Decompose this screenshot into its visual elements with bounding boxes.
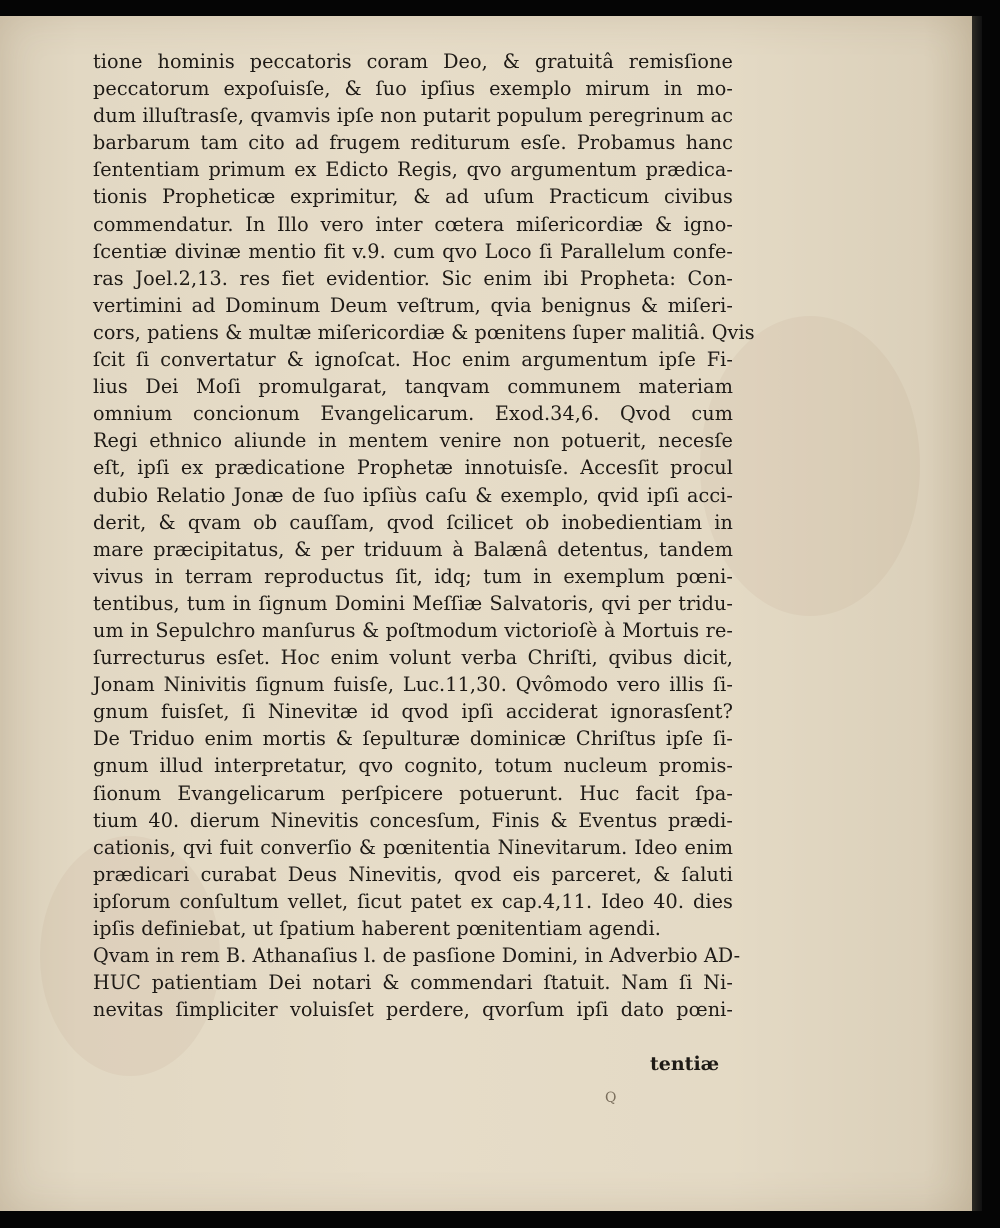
text-line: ſionum Evangelicarum perſpicere potuerunt. Huc facit ſpa- bbox=[93, 781, 733, 805]
text-line: mare præcipitatus, & per triduum à Balænâ detentus, tandem bbox=[93, 537, 733, 561]
body-text bbox=[93, 48, 755, 1023]
text-line: peccatorum expoſuisſe, & ſuo ipſius exemplo mirum in mo- bbox=[93, 77, 733, 101]
text-line: lius Dei Moſi promulgarat, tanqvam communem materiam bbox=[93, 375, 733, 399]
text-line: tentibus, tum in ſignum Domini Meſſiæ Salvatoris, qvi per tridu- bbox=[93, 591, 733, 615]
text-line: derit, & qvam ob cauſſam, qvod ſcilicet ob inobedientiam in bbox=[93, 510, 733, 534]
text-line: eſt, ipſi ex prædicatione Prophetæ innotuisſe. Accesſit procul bbox=[93, 456, 733, 480]
text-line: gnum fuisſet, ſi Ninevitæ id qvod ipſi acciderat ignorasſent? bbox=[93, 700, 733, 724]
text-line: tione hominis peccatoris coram Deo, & gratuitâ remisſione bbox=[93, 50, 733, 73]
text-line: vertimini ad Dominum Deum veſtrum, qvia benignus & miſeri- bbox=[93, 293, 733, 317]
text-line: Qvam in rem B. Athanaſius l. de pasſione Domini, in Adverbio AD- bbox=[93, 944, 741, 968]
text-line: Jonam Ninivitis ſignum fuisſe, Luc.11,30. Qvômodo vero illis ſi- bbox=[93, 673, 733, 697]
text-line: ſurrecturus esſet. Hoc enim volunt verba Chriſti, qvibus dicit, bbox=[93, 646, 733, 670]
text-line: commendatur. In Illo vero inter cœtera miſericordiæ & igno- bbox=[93, 212, 733, 236]
text-line: um in Sepulchro manſurus & poſtmodum victorioſè à Mortuis re- bbox=[93, 618, 733, 642]
text-line: omnium concionum Evangelicarum. Exod.34,6. Qvod cum bbox=[93, 402, 733, 426]
text-line: cationis, qvi fuit converſio & pœnitentia Ninevitarum. Ideo enim bbox=[93, 835, 733, 859]
paper-stain bbox=[700, 316, 920, 616]
signature-mark: Q bbox=[605, 1090, 617, 1106]
catchword: tentiæ bbox=[650, 1053, 720, 1075]
text-line: nevitas ſimpliciter voluisſet perdere, qvorſum ipſi dato pœni- bbox=[93, 998, 733, 1022]
text-line: dum illuſtrasſe, qvamvis ipſe non putarit populum peregrinum ac bbox=[93, 104, 734, 128]
text-line: tionis Propheticæ exprimitur, & ad uſum Practicum civibus bbox=[93, 185, 733, 209]
text-line: ſcit ſi convertatur & ignoſcat. Hoc enim argumentum ipſe Fi- bbox=[93, 348, 733, 372]
text-line: tium 40. dierum Ninevitis concesſum, Finis & Eventus prædi- bbox=[93, 808, 733, 832]
text-line: ſententiam primum ex Edicto Regis, qvo argumentum prædica- bbox=[93, 158, 733, 182]
text-line: ſcentiæ divinæ mentio fit v.9. cum qvo Loco ſi Parallelum confe- bbox=[93, 239, 733, 263]
text-line: barbarum tam cito ad frugem rediturum esſe. Probamus hanc bbox=[93, 131, 733, 155]
text-line: Regi ethnico aliunde in mentem venire non potuerit, necesſe bbox=[93, 429, 733, 453]
text-line: De Triduo enim mortis & ſepulturæ dominicæ Chriſtus ipſe ſi- bbox=[93, 727, 733, 751]
page-edge bbox=[972, 16, 982, 1211]
text-line: dubio Relatio Jonæ de ſuo ipſiùs caſu & exemplo, qvid ipſi acci- bbox=[93, 483, 733, 507]
text-line: vivus in terram reproductus ſit, idq; tum in exemplum pœni- bbox=[93, 564, 733, 588]
text-line: ras Joel.2,13. res fiet evidentior. Sic enim ibi Propheta: Con- bbox=[93, 266, 733, 290]
text-line: ipſorum conſultum vellet, ſicut patet ex cap.4,11. Ideo 40. dies bbox=[93, 889, 733, 913]
text-line: ipſis definiebat, ut ſpatium haberent pœnitentiam agendi. bbox=[93, 917, 661, 940]
text-line: cors, patiens & multæ miſericordiæ & pœnitens ſuper malitiâ. Qvis bbox=[93, 320, 755, 344]
text-line: HUC patientiam Dei notari & commendari ſtatuit. Nam ſi Ni- bbox=[93, 971, 733, 995]
text-line: gnum illud interpretatur, qvo cognito, totum nucleum promis- bbox=[93, 754, 733, 778]
text-line: prædicari curabat Deus Ninevitis, qvod eis parceret, & ſaluti bbox=[93, 862, 733, 886]
